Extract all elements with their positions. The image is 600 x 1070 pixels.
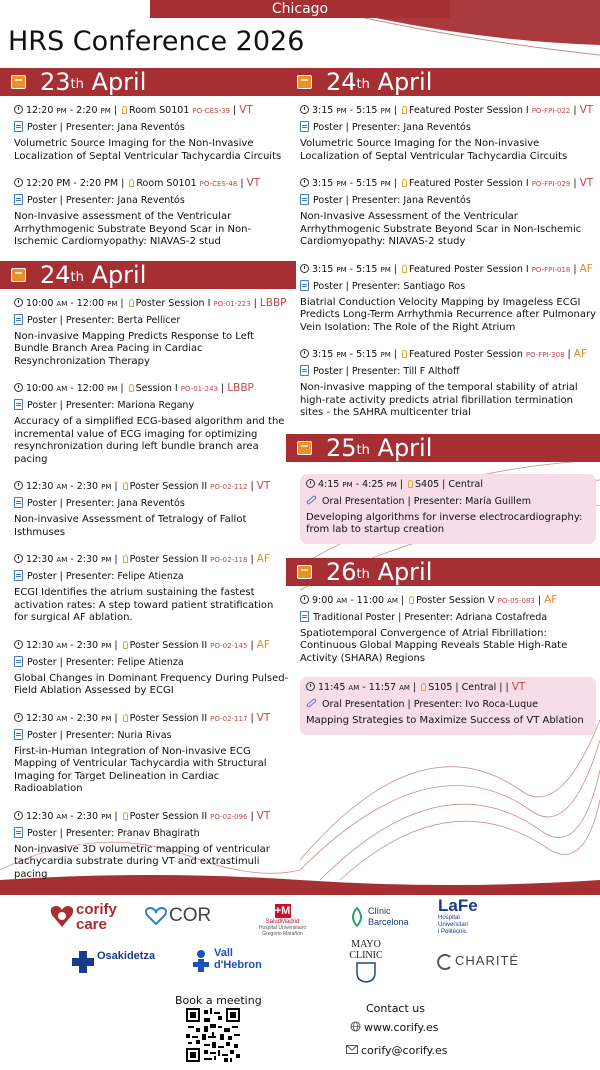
- time-start: 3:15: [312, 105, 334, 116]
- event-presenter: [14, 497, 290, 511]
- topic-tag: VT: [579, 104, 594, 116]
- event-location: S105 | Central |: [428, 682, 503, 693]
- presentation-type: Poster | Presenter: Mariona Regany: [27, 400, 195, 411]
- event-location: Poster Session II: [129, 712, 208, 724]
- time-end-period: AM: [399, 684, 410, 692]
- cor-logo: COR: [145, 907, 167, 930]
- poster-code: PO-05-083: [497, 596, 535, 605]
- event-presenter: [300, 611, 596, 625]
- time-end: 5:15: [356, 349, 378, 360]
- poster-code: PO-02-145: [210, 641, 248, 650]
- time-end-period: PM: [380, 351, 391, 359]
- day-number: 23: [40, 68, 71, 96]
- time-end: 2:20: [76, 105, 98, 116]
- day-header: [0, 68, 296, 96]
- time-start-period: AM: [336, 596, 348, 605]
- clock-icon: [14, 298, 23, 307]
- clinic-barcelona-logo: Clínic Barcelona: [348, 907, 366, 932]
- time-start: 12:30: [26, 554, 54, 565]
- time-end: 4:25: [362, 478, 384, 490]
- time-end-period: PM: [380, 180, 391, 188]
- event-meta: 3:15 PM - 5:15 PM | Featured Poster Session I PO-FPI-018 | AF: [300, 263, 596, 277]
- event-presenter: [14, 399, 290, 413]
- day-header: [0, 261, 296, 289]
- event-meta: 4:15 PM - 4:25 PM | S405 | Central: [306, 478, 590, 492]
- event-card[interactable]: [14, 177, 290, 249]
- time-start-period: AM: [56, 641, 68, 650]
- day-suffix: th: [70, 77, 84, 92]
- time-end-period: PM: [380, 107, 391, 115]
- charite-c-icon: [435, 953, 453, 971]
- clock-icon: [300, 349, 309, 358]
- event-meta: 3:15 PM - 5:15 PM | Featured Poster Session PO-FPI-308 | AF: [300, 348, 596, 362]
- time-start: 3:15: [312, 349, 334, 360]
- calendar-icon: [297, 441, 312, 455]
- document-icon: [300, 365, 309, 376]
- event-presenter: [14, 194, 290, 208]
- poster-code: PO-02-096: [210, 812, 248, 821]
- topic-tag: AF: [544, 593, 558, 606]
- topic-tag: VT: [246, 177, 261, 189]
- time-end: 12:00: [76, 297, 105, 309]
- day-month: April: [377, 433, 433, 462]
- email-link[interactable]: corify@corify.es: [346, 1044, 448, 1057]
- time-end-period: PM: [101, 641, 112, 650]
- time-end: 2:30: [76, 810, 99, 822]
- time-start-period: PM: [342, 480, 353, 489]
- clock-icon: [14, 481, 23, 490]
- event-title: Volumetric Source Imaging for the Non-invasive Localization of Septal Ventricular Tachycardia Circuits: [300, 138, 568, 162]
- location-pin-icon: [123, 714, 128, 722]
- time-start-period: AM: [348, 684, 360, 692]
- osakidetza-cross-icon: [72, 951, 94, 973]
- day-section: [300, 558, 596, 735]
- event-meta: 9:00 AM - 11:00 AM | Poster Session V PO-05-083 | AF: [300, 594, 596, 608]
- time-start: 3:15: [312, 263, 334, 275]
- poster-code: PO-CES-39: [192, 107, 230, 115]
- time-start-period: AM: [56, 299, 68, 308]
- day-section: [300, 434, 596, 544]
- presentation-type: Poster | Presenter: Felipe Atienza: [27, 571, 184, 582]
- event-title: Mapping Strategies to Maximize Success of VT Ablation: [306, 715, 584, 726]
- vall-hebron-icon: [190, 949, 212, 973]
- time-start-period: AM: [56, 812, 68, 821]
- charite-logo: CHARITÉ: [435, 953, 453, 976]
- event-meta: 10:00 AM - 12:00 PM | Poster Session I PO-01-223 | LBBP: [14, 297, 290, 311]
- mayo-clinic-logo: MAYO CLINIC: [345, 939, 387, 988]
- event-meta: 12:30 AM - 2:30 PM | Poster Session II PO-02-117 | VT: [14, 712, 290, 726]
- footer: [0, 990, 600, 1070]
- time-end-period: PM: [380, 265, 391, 274]
- location-pin-icon: [402, 350, 407, 358]
- left-column: [14, 68, 290, 881]
- time-start: 10:00: [26, 383, 54, 394]
- mail-icon: [346, 1045, 358, 1054]
- event-title: ECGI Identifies the atrium sustaining the fastest activation rates: A step toward patient stratification for surgical AF ablation.: [14, 587, 274, 623]
- time-start: 12:20 PM: [26, 178, 71, 189]
- event-title: First-in-Human Integration of Non-invasive ECG Mapping of Ventricular Tachycardia with Structural Imaging for Target Delineation in Cardiac Radioablation: [14, 745, 267, 794]
- presentation-type: Traditional Poster | Presenter: Adriana Costafreda: [313, 611, 548, 623]
- calendar-icon: [11, 75, 26, 89]
- clock-icon: [300, 105, 309, 114]
- clock-icon: [306, 479, 315, 488]
- clock-icon: [14, 554, 23, 563]
- time-start: 4:15: [318, 478, 340, 490]
- event-card[interactable]: [14, 810, 290, 882]
- topic-tag: AF: [579, 262, 593, 275]
- website-link[interactable]: www.corify.es: [350, 1021, 438, 1034]
- event-title: Biatrial Conduction Velocity Mapping by Imageless ECGI Predicts Long-Term Arrhythmia Recurrence after Pulmonary Vein Isolation: The Role of the Right Atrium: [300, 296, 596, 333]
- event-meta: 12:30 AM - 2:30 PM | Poster Session II PO-02-118 | AF: [14, 553, 290, 567]
- event-location: Featured Poster Session I: [409, 105, 529, 116]
- clock-icon: [14, 640, 23, 649]
- event-meta: 11:45 AM - 11:57 AM | S105 | Central | | VT: [306, 681, 590, 695]
- document-icon: [300, 194, 309, 205]
- day-section: [300, 68, 596, 420]
- time-start: 12:30: [26, 481, 54, 492]
- time-end-period: PM: [386, 480, 397, 489]
- event-title: Global Changes in Dominant Frequency During Pulsed-Field Ablation Assessed by ECGI: [14, 672, 289, 696]
- event-meta: 12:20 PM - 2:20 PM | Room S0101 PO-CES-39 | VT: [14, 104, 290, 118]
- poster-code: PO-02-112: [210, 483, 248, 491]
- poster-code: PO-FPI-018: [531, 265, 571, 274]
- document-icon: [14, 827, 23, 838]
- location-pin-icon: [409, 596, 414, 604]
- presentation-type: Poster | Presenter: Santiago Ros: [313, 280, 466, 292]
- time-start-period: PM: [56, 107, 67, 115]
- event-presenter: [300, 121, 596, 135]
- event-card[interactable]: [300, 177, 596, 249]
- time-end: 5:15: [356, 263, 378, 275]
- event-location: Poster Session II: [129, 554, 208, 565]
- calendar-icon: [297, 75, 312, 89]
- time-start: 11:45: [318, 682, 346, 693]
- topic-tag: LBBP: [259, 296, 287, 309]
- time-start-period: PM: [336, 265, 347, 274]
- poster-code: PO-CES-48: [199, 180, 238, 188]
- event-card[interactable]: [300, 263, 596, 335]
- event-location: Poster Session II: [129, 810, 208, 822]
- calendar-icon: [297, 565, 312, 579]
- time-end: 11:00: [356, 594, 385, 606]
- time-end-period: PM: [100, 107, 111, 115]
- event-title: Non-invasive mapping of the temporal stability of atrial high-rate activity predicts atrial fibrillation termination sites - the SAHRA multicenter trial: [300, 382, 578, 418]
- microphone-icon: [306, 698, 317, 708]
- poster-code: PO-02-117: [210, 714, 248, 723]
- presentation-type: Poster | Presenter: Jana Reventós: [27, 498, 185, 509]
- location-pin-icon: [123, 555, 128, 563]
- topic-tag: VT: [256, 809, 271, 822]
- clock-icon: [300, 264, 309, 273]
- time-end: 2:30: [76, 712, 99, 724]
- right-column: [300, 68, 596, 735]
- calendar-icon: [11, 268, 26, 282]
- time-end-period: PM: [101, 483, 112, 491]
- topic-tag: AF: [256, 553, 270, 565]
- event-presenter: [306, 698, 590, 712]
- presentation-type: Poster | Presenter: Berta Pellicer: [27, 314, 181, 326]
- gm-cross-icon: +M: [274, 905, 291, 917]
- time-start-period: AM: [56, 556, 68, 564]
- clock-icon: [306, 682, 315, 691]
- poster-code: PO-FPI-308: [525, 351, 565, 359]
- day-number: 26: [326, 557, 357, 586]
- time-start: 12:30: [26, 712, 54, 724]
- event-title: Non-Invasive Assessment of the Ventricular Arrhythmogenic Substrate Beyond Scar in Non-Ischemic Cardiomyopathy: NIAVAS-2 study: [300, 211, 582, 247]
- day-month: April: [91, 260, 147, 289]
- clock-icon: [14, 811, 23, 820]
- event-presenter: [14, 121, 290, 135]
- time-start: 12:20: [26, 105, 54, 116]
- event-card[interactable]: [300, 104, 596, 163]
- event-location: Featured Poster Session I: [409, 263, 529, 275]
- clinic-leaf-icon: [348, 907, 366, 927]
- event-card[interactable]: [14, 104, 290, 163]
- presentation-type: Oral Presentation | Presenter: María Guillem: [322, 495, 532, 507]
- document-icon: [14, 570, 23, 581]
- location-pin-icon: [129, 384, 134, 392]
- location-pin-icon: [123, 641, 128, 649]
- location-pin-icon: [421, 683, 426, 691]
- poster-code: PO-01-243: [180, 385, 219, 393]
- time-end: 12:00: [76, 383, 105, 394]
- clock-icon: [14, 178, 23, 187]
- event-location: Poster Session II: [129, 481, 208, 492]
- event-meta: 10:00 AM - 12:00 PM | Session I PO-01-243 | LBBP: [14, 382, 290, 396]
- topic-tag: AF: [256, 638, 270, 651]
- presentation-type: Poster | Presenter: Pranav Bhagirath: [27, 827, 200, 839]
- event-card[interactable]: [14, 639, 290, 698]
- time-end-period: AM: [387, 596, 398, 605]
- presentation-type: Poster | Presenter: Till F Althoff: [313, 366, 460, 377]
- event-location: S405 | Central: [415, 478, 483, 490]
- day-number: 25: [326, 433, 357, 462]
- event-card[interactable]: [14, 480, 290, 539]
- location-pin-icon: [123, 482, 128, 490]
- day-section: [14, 261, 290, 882]
- event-meta: 12:30 AM - 2:30 PM | Poster Session II PO-02-145 | AF: [14, 639, 290, 653]
- lafe-logo: LaFe Hospital Universitari i Politècnic: [438, 896, 478, 935]
- time-end: 5:15: [356, 178, 378, 189]
- event-presenter: [300, 365, 596, 379]
- time-end-period: PM: [101, 812, 112, 821]
- time-end-period: PM: [101, 556, 112, 564]
- event-location: Featured Poster Session I: [409, 178, 529, 189]
- event-presenter: [14, 314, 290, 328]
- time-start-period: AM: [56, 483, 68, 491]
- day-suffix: th: [356, 566, 370, 582]
- day-month: April: [91, 68, 147, 96]
- time-start-period: PM: [336, 107, 347, 115]
- event-title: Non-invasive Mapping Predicts Response to Left Bundle Branch Area Pacing in Cardiac Resynchronization Therapy: [14, 330, 255, 367]
- event-meta: 3:15 PM - 5:15 PM | Featured Poster Session I PO-FPI-029 | VT: [300, 177, 596, 191]
- event-presenter: [14, 656, 290, 670]
- event-card[interactable]: [300, 677, 596, 735]
- event-card[interactable]: [14, 712, 290, 796]
- osakidetza-logo: Osakidetza: [72, 951, 94, 978]
- poster-code: PO-02-118: [210, 556, 248, 564]
- location-pin-icon: [402, 265, 407, 273]
- poster-code: PO-FPI-029: [531, 180, 571, 188]
- day-month: April: [377, 557, 433, 586]
- time-start-period: AM: [56, 385, 68, 393]
- corify-logo: corify care: [50, 903, 74, 934]
- topic-tag: VT: [511, 681, 526, 693]
- event-meta: 12:30 AM - 2:30 PM | Poster Session II PO-02-112 | VT: [14, 480, 290, 494]
- clock-icon: [14, 105, 23, 114]
- document-icon: [14, 729, 23, 740]
- time-start-period: PM: [336, 351, 347, 359]
- topic-tag: VT: [256, 480, 271, 492]
- event-meta: 12:20 PM - 2:20 PM | Room S0101 PO-CES-48 | VT: [14, 177, 290, 191]
- location-pin-icon: [408, 480, 413, 488]
- document-icon: [14, 194, 23, 205]
- event-location: Session I: [135, 383, 178, 394]
- clock-icon: [300, 595, 309, 604]
- day-number: 24: [40, 260, 71, 289]
- event-location: Poster Session I: [135, 297, 211, 309]
- presentation-type: Poster | Presenter: Felipe Atienza: [27, 656, 184, 668]
- topic-tag: LBBP: [227, 382, 254, 394]
- location-pin-icon: [129, 299, 134, 307]
- city-banner: Chicago: [150, 0, 450, 18]
- document-icon: [14, 314, 23, 325]
- event-title: Non-invasive 3D volumetric mapping of ventricular tachycardia substrate during VT and extrastimuli pacing: [14, 843, 270, 880]
- presentation-type: Poster | Presenter: Nuria Rivas: [27, 729, 172, 741]
- day-header: [286, 558, 600, 586]
- day-suffix: th: [356, 442, 370, 458]
- location-pin-icon: [123, 812, 128, 820]
- event-presenter: [300, 280, 596, 294]
- event-title: Non-invasive Assessment of Tetralogy of Fallot Isthmuses: [14, 514, 247, 538]
- cor-heart-icon: [145, 907, 167, 925]
- mayo-shield-icon: [355, 961, 377, 983]
- location-pin-icon: [129, 179, 134, 187]
- day-number: 24: [326, 68, 357, 96]
- event-location: Poster Session V: [416, 594, 495, 606]
- document-icon: [300, 280, 309, 291]
- partner-logos: [0, 895, 600, 990]
- document-icon: [300, 611, 309, 622]
- event-location: Room S0101: [136, 178, 197, 189]
- poster-code: PO-FPI-022: [531, 107, 571, 115]
- gregorio-maranon-logo: +M SaludMadrid Hospital Universitario Gregorio Marañón: [258, 905, 307, 937]
- event-title: Non-Invasive assessment of the Ventricular Arrhythmogenic Substrate Beyond Scar in Non-Ischemic Cardiomyopathy: NIAVAS-2 stud: [14, 211, 252, 247]
- event-title: Developing algorithms for inverse electrocardiography: from lab to startup creation: [306, 511, 583, 535]
- poster-code: PO-01-223: [213, 299, 251, 308]
- event-presenter: [306, 495, 590, 509]
- clock-icon: [14, 383, 23, 392]
- qr-code[interactable]: [186, 1008, 240, 1062]
- time-end: 2:30: [76, 481, 99, 492]
- event-card[interactable]: [14, 382, 290, 466]
- time-start-period: PM: [336, 180, 347, 188]
- day-month: April: [377, 68, 433, 96]
- time-start: 10:00: [26, 297, 54, 309]
- event-location: Room S0101: [129, 105, 190, 116]
- location-pin-icon: [122, 106, 127, 114]
- contact-label: Contact us: [366, 1002, 425, 1015]
- time-start: 9:00: [312, 594, 334, 606]
- day-header: [286, 68, 600, 96]
- topic-tag: VT: [579, 177, 594, 189]
- time-start: 12:30: [26, 810, 54, 822]
- time-end-period: PM: [107, 299, 118, 308]
- time-end: 5:15: [356, 105, 378, 116]
- time-end: 11:57: [368, 682, 397, 693]
- time-end: 2:20 PM: [79, 178, 119, 189]
- event-card[interactable]: [14, 297, 290, 369]
- topic-tag: VT: [239, 104, 253, 116]
- page-title: HRS Conference 2026: [8, 26, 305, 57]
- time-start-period: AM: [56, 714, 68, 723]
- clock-icon: [14, 713, 23, 722]
- corify-heart-icon: [50, 903, 74, 929]
- time-end: 2:30: [76, 639, 99, 651]
- globe-icon: [350, 1021, 361, 1032]
- event-presenter: [300, 194, 596, 208]
- vall-hebron-logo: Vall d'Hebron: [190, 949, 212, 978]
- day-header: [286, 434, 600, 462]
- presentation-type: Poster | Presenter: Jana Reventós: [313, 195, 471, 206]
- time-end: 2:30: [76, 554, 99, 565]
- document-icon: [14, 497, 23, 508]
- microphone-icon: [306, 494, 317, 504]
- location-pin-icon: [402, 179, 407, 187]
- time-end-period: PM: [107, 385, 118, 393]
- presentation-type: Poster | Presenter: Jana Reventós: [313, 122, 471, 133]
- event-card[interactable]: [14, 553, 290, 625]
- event-meta: 3:15 PM - 5:15 PM | Featured Poster Session I PO-FPI-022 | VT: [300, 104, 596, 118]
- topic-tag: AF: [573, 348, 588, 360]
- location-pin-icon: [402, 106, 407, 114]
- event-location: Poster Session II: [129, 639, 208, 651]
- book-meeting-label: Book a meeting: [175, 994, 262, 1007]
- event-card[interactable]: [300, 348, 596, 420]
- event-card[interactable]: [300, 594, 596, 666]
- event-card[interactable]: [300, 474, 596, 544]
- document-icon: [14, 121, 23, 132]
- event-title: Spatiotemporal Convergence of Atrial Fibrillation: Continuous Global Mapping Reveals Stable High-Rate Activity (SHARA) Regions: [300, 627, 568, 664]
- document-icon: [14, 656, 23, 667]
- day-section: [14, 68, 290, 249]
- presentation-type: Poster | Presenter: Jana Reventós: [27, 122, 185, 133]
- event-presenter: [14, 827, 290, 841]
- document-icon: [14, 399, 23, 410]
- event-title: Accuracy of a simplified ECG-based algorithm and the incremental value of ECG imaging for optimizing resynchronization during left bundle branch area pacing: [14, 416, 285, 465]
- day-suffix: th: [356, 77, 370, 92]
- event-meta: 12:30 AM - 2:30 PM | Poster Session II PO-02-096 | VT: [14, 810, 290, 824]
- presentation-type: Poster | Presenter: Jana Reventós: [27, 195, 185, 206]
- event-title: Volumetric Source Imaging for the Non-Invasive Localization of Septal Ventricular Tachycardia Circuits: [14, 138, 282, 162]
- time-start: 12:30: [26, 639, 54, 651]
- document-icon: [300, 121, 309, 132]
- event-presenter: [14, 570, 290, 584]
- event-presenter: [14, 729, 290, 743]
- clock-icon: [300, 178, 309, 187]
- topic-tag: VT: [256, 711, 271, 724]
- event-location: Featured Poster Session: [409, 349, 523, 360]
- time-end-period: PM: [101, 714, 112, 723]
- day-suffix: th: [70, 269, 84, 285]
- presentation-type: Oral Presentation | Presenter: Ivo Roca-Luque: [322, 699, 538, 710]
- time-start: 3:15: [312, 178, 334, 189]
